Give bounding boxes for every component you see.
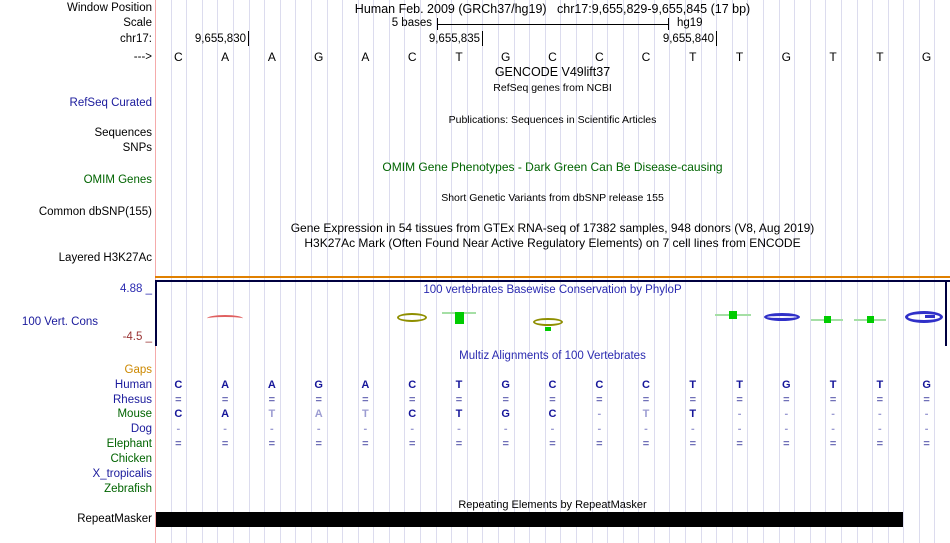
sequence-base: T (876, 50, 884, 64)
conservation-glyph (545, 327, 551, 331)
alignment-cell-mouse-row: C (174, 408, 183, 420)
alignment-cell-dog-row: - (831, 423, 835, 435)
track-label-omim-genes[interactable]: OMIM Genes (83, 174, 152, 186)
ruler-position-label: 9,655,840 (662, 33, 714, 45)
alignment-cell-elephant-row: = (408, 438, 416, 450)
alignment-cell-rhesus-row: = (221, 394, 229, 406)
sequence-base: A (267, 50, 276, 64)
alignment-cell-mouse-row: C (408, 408, 417, 420)
alignment-cell-elephant-row: = (502, 438, 509, 450)
alignment-cell-human-row: C (642, 379, 650, 391)
alignment-cell-rhesus-row: = (829, 394, 837, 406)
alignment-cell-mouse-row: C (548, 408, 557, 420)
alignment-cell-rhesus-row: = (736, 394, 743, 406)
alignment-cell-human-row: C (548, 379, 557, 391)
track-label-elephant[interactable]: Elephant (106, 438, 152, 450)
alignment-cell-mouse-row: A (314, 408, 323, 420)
track-label-sequences[interactable]: Sequences (94, 127, 152, 139)
conservation-glyph (925, 315, 935, 318)
scale-bases-label: 5 bases (391, 17, 432, 29)
sequence-base: G (501, 50, 511, 64)
track-label-snps[interactable]: SNPs (122, 142, 152, 154)
scale-bar-right-tick (668, 18, 669, 30)
alignment-cell-human-row: A (267, 379, 276, 391)
alignment-cell-elephant-row: = (783, 438, 790, 450)
alignment-cell-rhesus-row: = (923, 394, 930, 406)
track-label-scale[interactable]: Scale (123, 17, 152, 29)
sequence-base: C (407, 50, 417, 64)
sequence-base: C (641, 50, 651, 64)
alignment-cell-mouse-row: T (689, 408, 697, 420)
track-header-refseq[interactable]: RefSeq genes from NCBI (493, 82, 612, 94)
conservation-glyph (764, 313, 800, 321)
alignment-cell-human-row: A (361, 379, 370, 391)
conservation-left-axis (155, 280, 157, 346)
conservation-glyph (455, 312, 464, 324)
conservation-right-axis (945, 280, 947, 346)
track-label-repeatmasker[interactable]: RepeatMasker (77, 513, 152, 525)
alignment-cell-elephant-row: = (455, 438, 463, 450)
track-label-gaps[interactable]: Gaps (124, 364, 152, 376)
sequence-base: G (921, 50, 932, 64)
track-label-strand[interactable]: ---> (133, 51, 152, 63)
alignment-cell-rhesus-row: = (408, 394, 416, 406)
alignment-cell-human-row: T (689, 379, 697, 391)
alignment-cell-elephant-row: = (923, 438, 930, 450)
alignment-cell-mouse-row: T (455, 408, 463, 420)
sequence-base: A (361, 50, 370, 64)
ruler-position-label: 9,655,830 (194, 33, 246, 45)
track-header-dbsnp[interactable]: Short Genetic Variants from dbSNP release 155 (441, 192, 664, 204)
track-header-gtex[interactable]: Gene Expression in 54 tissues from GTEx RNA-seq of 17382 samples, 948 donors (V8, Aug 2019) (290, 221, 815, 235)
alignment-cell-dog-row: - (503, 423, 508, 435)
alignment-cell-dog-row: - (363, 423, 368, 435)
alignment-cell-elephant-row: = (829, 438, 837, 450)
alignment-cell-mouse-row: - (737, 408, 742, 420)
alignment-cell-dog-row: - (176, 423, 181, 435)
alignment-cell-human-row: G (922, 379, 931, 391)
scale-bar-left-tick (437, 18, 438, 30)
alignment-cell-elephant-row: = (175, 438, 182, 450)
alignment-cell-human-row: G (501, 379, 510, 391)
alignment-cell-dog-row: - (550, 423, 555, 435)
sequence-base: C (174, 50, 183, 64)
alignment-cell-dog-row: - (878, 423, 882, 435)
ruler-tick (482, 31, 483, 46)
track-label-cons-min[interactable]: -4.5 _ (122, 331, 152, 343)
alignment-cell-dog-row: - (410, 423, 415, 435)
track-label-x-tropicalis[interactable]: X_tropicalis (92, 468, 152, 480)
alignment-cell-mouse-row: - (924, 408, 929, 420)
alignment-cell-dog-row: - (316, 423, 321, 435)
sequence-base: T (735, 50, 744, 64)
alignment-cell-mouse-row: - (878, 408, 882, 420)
track-label-zebrafish[interactable]: Zebrafish (104, 483, 152, 495)
sequence-base: T (829, 50, 837, 64)
alignment-cell-rhesus-row: = (502, 394, 509, 406)
alignment-cell-dog-row: - (690, 423, 695, 435)
scale-bar-line (437, 24, 669, 25)
conservation-glyph (533, 318, 563, 326)
alignment-cell-mouse-row: - (784, 408, 789, 420)
alignment-cell-rhesus-row: = (596, 394, 603, 406)
alignment-cell-dog-row: - (644, 423, 648, 435)
alignment-cell-dog-row: - (457, 423, 461, 435)
alignment-cell-human-row: C (595, 379, 604, 391)
track-label-mouse[interactable]: Mouse (117, 408, 152, 420)
conservation-glyph (867, 316, 874, 323)
conservation-top-orange-line (155, 276, 950, 278)
conservation-glyph (397, 313, 427, 322)
track-label-dog[interactable]: Dog (130, 423, 152, 435)
alignment-cell-elephant-row: = (549, 438, 556, 450)
alignment-cell-human-row: G (314, 379, 323, 391)
conservation-glyph (729, 311, 737, 319)
alignment-cell-rhesus-row: = (876, 394, 884, 406)
track-label-human[interactable]: Human (114, 379, 152, 391)
alignment-cell-dog-row: - (784, 423, 789, 435)
ruler-tick (248, 31, 249, 46)
alignment-cell-human-row: T (876, 379, 884, 391)
alignment-cell-dog-row: - (597, 423, 602, 435)
alignment-cell-human-row: T (455, 379, 463, 391)
alignment-cell-rhesus-row: = (642, 394, 650, 406)
alignment-cell-elephant-row: = (315, 438, 322, 450)
track-label-chr17[interactable]: chr17: (120, 33, 152, 45)
sequence-base: G (314, 50, 324, 64)
alignment-cell-mouse-row: T (362, 408, 369, 420)
alignment-cell-rhesus-row: = (268, 394, 276, 406)
conservation-glyph (905, 311, 943, 323)
track-label-common-dbsnp[interactable]: Common dbSNP(155) (38, 206, 152, 218)
track-label-refseq-curated[interactable]: RefSeq Curated (69, 97, 152, 109)
alignment-cell-dog-row: - (737, 423, 742, 435)
alignment-cell-rhesus-row: = (783, 394, 790, 406)
track-header-omim[interactable]: OMIM Gene Phenotypes - Dark Green Can Be Disease-causing (382, 160, 723, 174)
alignment-cell-elephant-row: = (221, 438, 229, 450)
conservation-top-border (155, 280, 950, 282)
track-header-gencode[interactable]: GENCODE V49lift37 (494, 65, 611, 79)
track-label-rhesus[interactable]: Rhesus (113, 394, 152, 406)
alignment-cell-rhesus-row: = (689, 394, 697, 406)
alignment-cell-mouse-row: A (221, 408, 230, 420)
sequence-base: A (221, 50, 230, 64)
alignment-cell-mouse-row: T (268, 408, 276, 420)
alignment-cell-mouse-row: - (597, 408, 602, 420)
sequence-base: T (689, 50, 697, 64)
track-label-cons-max[interactable]: 4.88 _ (120, 283, 152, 295)
sequence-base: C (594, 50, 604, 64)
alignment-cell-human-row: G (782, 379, 791, 391)
sequence-base: G (781, 50, 791, 64)
sequence-base: C (548, 50, 557, 64)
alignment-cell-rhesus-row: = (549, 394, 556, 406)
alignment-cell-mouse-row: T (642, 408, 650, 420)
track-label-window-position[interactable]: Window Position (66, 2, 152, 14)
alignment-cell-elephant-row: = (596, 438, 603, 450)
assembly-label: hg19 (677, 17, 703, 29)
alignment-cell-rhesus-row: = (362, 394, 369, 406)
alignment-cell-human-row: A (221, 379, 230, 391)
repeatmasker-feature-bar[interactable] (156, 512, 903, 527)
sequence-base: T (455, 50, 463, 64)
track-header-publications[interactable]: Publications: Sequences in Scientific Articles (448, 114, 657, 126)
alignment-cell-dog-row: - (924, 423, 929, 435)
alignment-cell-elephant-row: = (876, 438, 884, 450)
alignment-cell-elephant-row: = (642, 438, 650, 450)
track-label-layered-h3k27ac[interactable]: Layered H3K27Ac (58, 252, 152, 264)
track-label-chicken[interactable]: Chicken (110, 453, 152, 465)
alignment-cell-rhesus-row: = (315, 394, 322, 406)
alignment-cell-elephant-row: = (689, 438, 697, 450)
alignment-cell-human-row: T (829, 379, 837, 391)
alignment-cell-elephant-row: = (268, 438, 276, 450)
alignment-cell-dog-row: - (270, 423, 274, 435)
track-label-vert-cons[interactable]: 100 Vert. Cons (21, 316, 98, 328)
alignment-cell-rhesus-row: = (175, 394, 182, 406)
ruler-position-label: 9,655,835 (428, 33, 480, 45)
track-header-multiz[interactable]: Multiz Alignments of 100 Vertebrates (459, 350, 646, 362)
conservation-glyph (207, 315, 243, 322)
track-header-repeatmasker[interactable]: Repeating Elements by RepeatMasker (458, 499, 647, 511)
alignment-cell-human-row: C (408, 379, 417, 391)
alignment-cell-rhesus-row: = (455, 394, 463, 406)
window-position-title: Human Feb. 2009 (GRCh37/hg19) chr17:9,655,829-9,655,845 (17 bp) (354, 2, 751, 16)
ruler-tick (716, 31, 717, 46)
alignment-cell-elephant-row: = (362, 438, 369, 450)
alignment-cell-dog-row: - (223, 423, 227, 435)
conservation-glyph (824, 316, 831, 323)
track-header-h3k27ac[interactable]: H3K27Ac Mark (Often Found Near Active Regulatory Elements) on 7 cell lines from ENCODE (304, 236, 801, 250)
track-header-phylop[interactable]: 100 vertebrates Basewise Conservation by PhyloP (423, 284, 682, 296)
alignment-cell-human-row: C (174, 379, 183, 391)
alignment-cell-mouse-row: - (831, 408, 835, 420)
alignment-cell-mouse-row: G (501, 408, 510, 420)
alignment-cell-elephant-row: = (736, 438, 743, 450)
alignment-cell-human-row: T (736, 379, 743, 391)
